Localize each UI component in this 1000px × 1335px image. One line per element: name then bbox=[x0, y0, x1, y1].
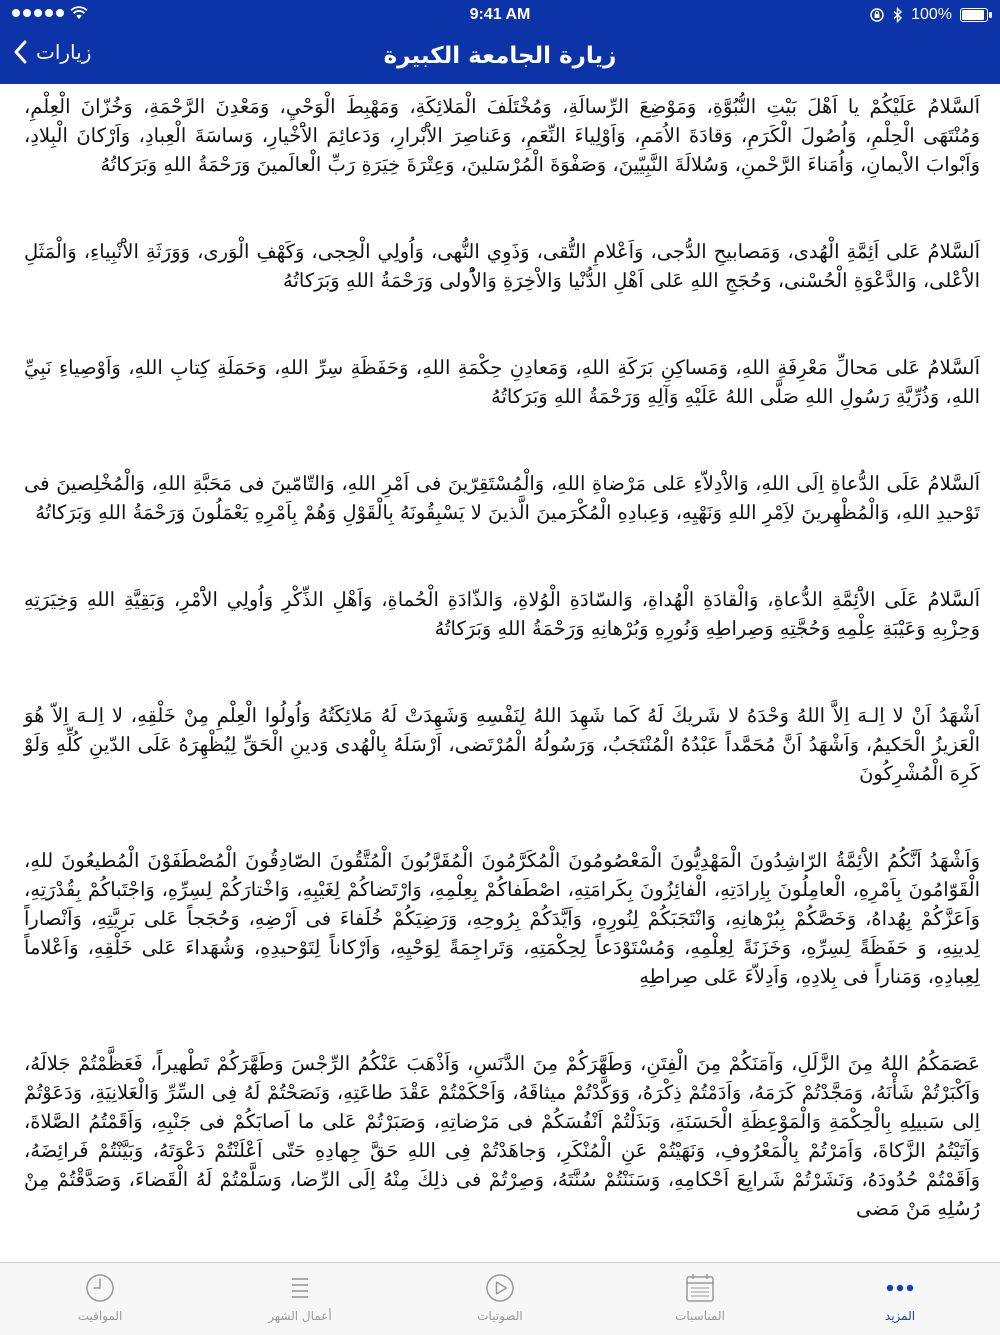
tab-more[interactable] bbox=[800, 1263, 1000, 1335]
tab-occasions[interactable] bbox=[600, 1263, 800, 1335]
tab-audio[interactable] bbox=[400, 1263, 600, 1335]
navigation-bar bbox=[0, 30, 1000, 84]
tab-bar bbox=[0, 1262, 1000, 1335]
page-title: زيارة الجامعة الكبيرة bbox=[383, 43, 617, 69]
paragraph: اَلسَّلامُ عَلى مَحالِّ مَعْرِفَةِ اللهِ، وَمَساكِنِ بَرَكَةِ اللهِ، وَمَعادِنِ حِكْمَةِ اللهِ، وَحَفَظَةِ سِرِّ اللهِ، وَحَمَلَةِ كِتابِ اللهِ، وَاَوْصِياءِ نَبِيِّ اللهِ، وَذُرِّيَّةِ رَسُولِ اللهِ صَلَّى اللهُ عَلَيْهِ وَآلِهِ وَرَحْمَةُ اللهِ وَبَرَكاتُهُ bbox=[24, 356, 980, 408]
paragraph: اَلسَّلامُ عَلى اَئِمَّةِ الْهُدى، وَمَصابيحِ الدُّجى، وَاَعْلامِ التُّقى، وَذَوِي النُّهى، وَاُولِي الْحِجى، وَكَهْفِ الْوَرى، وَوَرَثَةِ الاَْنْبِياءِ، وَالْمَثَلِ الاَْعْلى، وَالدَّعْوَةِ الْحُسْنى، وَحُجَجِ اللهِ عَلى اَهْلِ الدُّنْيا وَالاْخِرَةِ وَالاُْولى وَرَحْمَةُ اللهِ وَبَرَكاتُهُ bbox=[24, 240, 980, 292]
paragraph: وَاَشْهَدُ اَنَّكُمُ الاَْئِمَّةُ الرّاشِدُونَ الْمَهْدِيُّونَ الْمَعْصُومُونَ الْمُكَرَّمُونَ الْمُقَرَّبُونَ الْمُتَّقُونَ الصّادِقُونَ الْمُصْطَفَوْنَ الْمُطيعُونَ للهِ، الْقَوّامُونَ بِاَمْرِهِ، الْعامِلُونَ بِاِرادَتِهِ، الْفائِزُونَ بِكَرامَتِهِ، اصْطَفاكُمْ بِعِلْمِهِ، وَارْتَضاكُمْ لِغَيْبِهِ، وَاخْتارَكُمْ لِسِرِّهِ، وَاجْتَباكُمْ بِقُدْرَتِهِ، وَاَعَزَّكُمْ بِهُداهُ، وَخَصَّكُمْ بِبُرْهانِهِ، وَانْتَجَبَكُمْ لِنُورِهِ، وَاَيَّدَكُمْ بِرُوحِهِ، وَرَضِيَكُمْ خُلَفاءَ فى اَرْضِهِ، وَحُجَجاً عَلى بَرِيَّتِهِ، وَاَنْصاراً لِدينِهِ، وَ حَفَظَةً لِسِرِّهِ، وَخَزَنَةً لِعِلْمِهِ، وَمُسْتَوْدَعاً لِحِكْمَتِهِ، وَتَراجِمَةً لِوَحْيِهِ، وَاَرْكاناً لِتَوْحيدِهِ، وَشُهَداءَ عَلى خَلْقِهِ، وَاَعْلاماً لِعِبادِهِ، وَمَناراً فى بِلادِهِ، وَاَدِلاّءَ عَلى صِراطِهِ bbox=[24, 849, 980, 988]
paragraph: اَلسَّلامُ عَلَى الاَْئِمَّةِ الدُّعاةِ، وَالْقادَةِ الْهُداةِ، وَالسّادَةِ الْوُلاةِ، وَالذّادَةِ الْحُماةِ، وَاَهْلِ الذِّكْرِ وَاُولِي الاَْمْرِ، وَبَقِيَّةِ اللهِ وَخِيَرَتِهِ وَحِزْبِهِ وَعَيْبَةِ عِلْمِهِ وَحُجَّتِهِ وَصِراطِهِ وَنُورِهِ وَبُرْهانِهِ وَرَحْمَةُ اللهِ وَبَرَكاتُهُ bbox=[24, 588, 980, 640]
tab-label: المناسبات bbox=[675, 1309, 725, 1323]
tab-label: الصوتيات bbox=[477, 1309, 523, 1323]
status-time: 9:41 AM bbox=[469, 6, 531, 23]
tab-prayer-times[interactable] bbox=[0, 1263, 200, 1335]
status-right-group bbox=[869, 6, 988, 24]
list-icon bbox=[283, 1271, 317, 1305]
play-circle-icon bbox=[483, 1271, 517, 1305]
calendar-icon bbox=[683, 1271, 717, 1305]
orientation-lock-icon bbox=[869, 7, 885, 23]
paragraph: اَشْهَدُ اَنْ لا اِلـهَ اِلاَّ اللهُ وَحْدَهُ لا شَريكَ لَهُ كَما شَهِدَ اللهُ لِنَفْسِهِ وَشَهِدَتْ لَهُ مَلائِكَتُهُ وَاُولُوا الْعِلْمِ مِنْ خَلْقِهِ، لا اِلـهَ اِلاّ هُوَ الْعَزيزُ الْحَكيمُ، وَاَشْهَدُ اَنَّ مُحَمَّداً عَبْدُهُ الْمُنْتَجَبُ، وَرَسُولُهُ الْمُرْتَضى، اَرْسَلَهُ بِالْهُدى وَدينِ الْحَقِّ لِيُظْهِرَهُ عَلَى الدّينِ كُلِّهِ وَلَوْ كَرِهَ الْمُشْرِكُونَ bbox=[24, 704, 980, 785]
bluetooth-icon bbox=[893, 7, 903, 23]
paragraph: اَلسَّلامُ عَلَى الدُّعاةِ اِلَى اللهِ، وَالاَْدِلاّءِ عَلى مَرْضاةِ اللهِ، وَالْمُسْتَقِرّينَ فى اَمْرِ اللهِ، وَالتّامّينَ فى مَحَبَّةِ اللهِ، وَالْمُخْلِصينَ فى تَوْحيدِ اللهِ، وَالْمُظْهِرينَ لاَِمْرِ اللهِ وَنَهْيِهِ، وَعِبادِهِ الْمُكْرَمينَ الَّذينَ لا يَسْبِقُونَهُ بِالْقَوْلِ وَهُمْ بِاَمْرِهِ يَعْمَلُونَ وَرَحْمَةُ اللهِ وَبَرَكاتُهُ bbox=[24, 472, 980, 524]
tab-label: أعمال الشهر bbox=[268, 1309, 332, 1323]
paragraph: اَلسَّلامُ عَلَيْكُمْ يا اَهْلَ بَيْتِ النُّبُوَّةِ، وَمَوْضِعَ الرِّسالَةِ، وَمُخْتَلَفَ الْمَلائِكَةِ، وَمَهْبِطَ الْوَحْيِ، وَمَعْدِنَ الرَّحْمَةِ، وَخُزّانَ الْعِلْمِ، وَمُنْتَهَى الْحِلْمِ، وَاُصُولَ الْكَرَمِ، وَقادَةَ الاُمَمِ، وَاَوْلِياءَ النِّعَمِ، وَعَناصِرَ الاَْبْرارِ، وَدَعائِمَ الاَْخْيارِ، وَساسَةَ الْعِبادِ، وَاَرْكانَ الْبِلادِ، وَاَبْوابَ الاْيمانِ، وَاُمَناءَ الرَّحْمنِ، وَسُلالَةَ النَّبِيّينَ، وَصَفْوَةَ الْمُرْسَلينَ، وَعِتْرَةَ خِيَرَةِ رَبِّ الْعالَمينَ وَرَحْمَةُ اللهِ وَبَرَكاتُهُ bbox=[24, 95, 980, 176]
tab-monthly-deeds[interactable] bbox=[200, 1263, 400, 1335]
paragraph: عَصَمَكُمُ اللهُ مِنَ الزَّلَلِ، وَآمَنَكُمْ مِنَ الْفِتَنِ، وَطَهَّرَكُمْ مِنَ الدَّنَسِ، وَاَذْهَبَ عَنْكُمُ الرِّجْسَ وَطَهَّرَكُمْ تَطْهيراً، فَعَظَّمْتُمْ جَلالَهُ، وَاَكْبَرْتُمْ شَأْنَهُ، وَمَجَّدْتُمْ كَرَمَهُ، وَاَدَمْتُمْ ذِكْرَهُ، وَوَكَّدْتُمْ ميثاقَهُ، وَاَحْكَمْتُمْ عَقْدَ طاعَتِهِ، وَنَصَحْتُمْ لَهُ فِى السِّرِّ وَالْعَلانِيَةِ، وَدَعَوْتُمْ اِلى سَبيلِهِ بِالْحِكْمَةِ وَالْمَوْعِظَةِ الْحَسَنَةِ، وَبَذَلْتُمْ اَنْفُسَكُمْ فى مَرْضاتِهِ، وَصَبَرْتُمْ عَلى ما اَصابَكُمْ فى جَنْبِهِ، وَاَقَمْتُمُ الصَّلاةَ، وَآتَيْتُمُ الزَّكاةَ، وَاَمَرْتُمْ بِالْمَعْرُوفِ، وَنَهَيْتُمْ عَنِ الْمُنْكَرِ، وَجاهَدْتُمْ فِى اللهِ حَقَّ جِهادِهِ حَتّى اَعْلَنْتُمْ دَعْوَتَهُ، وَبَيَّنْتُمْ فَرائِضَهُ، وَاَقَمْتُمْ حُدُودَهُ، وَنَشَرْتُمْ شَرايِعَ اَحْكامِهِ، وَسَنَنْتُمْ سُنَّتَهُ، وَصِرْتُمْ فى ذلِكَ مِنْهُ اِلَى الرِّضا، وَسَلَّمْتُمْ لَهُ الْقَضاءَ، وَصَدَّقْتُمْ مِنْ رُسُلِهِ مَنْ مَضى bbox=[24, 1052, 980, 1220]
more-dots-icon bbox=[883, 1271, 917, 1305]
clock-icon bbox=[83, 1271, 117, 1305]
battery-icon bbox=[960, 8, 988, 22]
back-button-label: زيارات bbox=[36, 40, 92, 64]
tab-label: المواقيت bbox=[77, 1309, 123, 1323]
battery-percent: 100% bbox=[911, 6, 952, 23]
status-bar bbox=[0, 0, 1000, 30]
tab-label: المزيد bbox=[884, 1309, 916, 1323]
ziyarat-text-scroll[interactable] bbox=[0, 84, 1000, 1262]
